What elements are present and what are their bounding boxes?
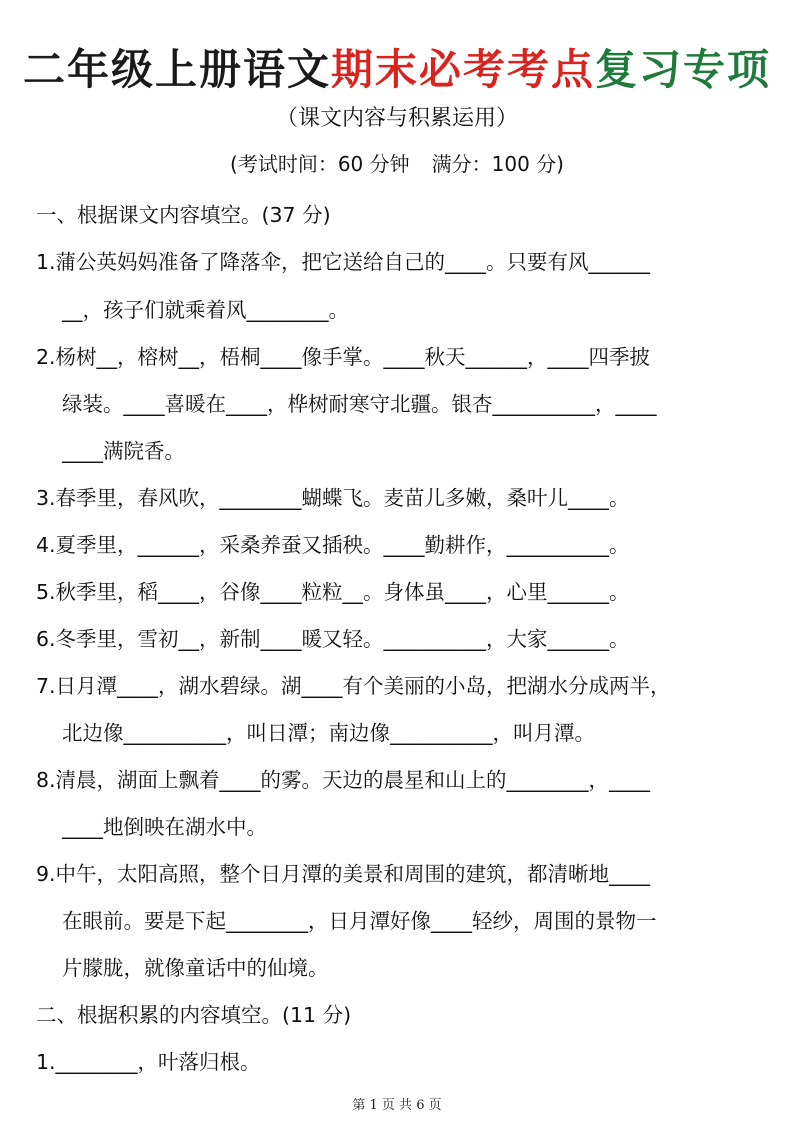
section-heading: 二、根据积累的内容填空。(11 分) bbox=[36, 1003, 352, 1027]
exam-score: 满分：100 分) bbox=[431, 152, 564, 176]
question-line: ____满院香。 bbox=[62, 439, 185, 463]
title-review: 复习专项 bbox=[595, 45, 772, 94]
question-line: 4.夏季里，______，采桑养蚕又插秧。____勤耕作，__________。 bbox=[36, 533, 630, 557]
question-line: 8.清晨，湖面上飘着____的雾。天边的晨星和山上的________，____ bbox=[36, 768, 651, 792]
question-line: 7.日月潭____，湖水碧绿。湖____有个美丽的小岛，把湖水分成两半， bbox=[36, 674, 671, 698]
question-line: 6.冬季里，雪初__，新制____暖又轻。__________，大家______。 bbox=[36, 627, 630, 651]
question-line: 绿装。____喜暖在____，桦树耐寒守北疆。银杏__________，____ bbox=[62, 392, 657, 416]
question-line: 1.________，叶落归根。 bbox=[36, 1050, 261, 1074]
question-line: ____地倒映在湖水中。 bbox=[62, 815, 267, 839]
title-grade: 二年级上册语文 bbox=[22, 45, 331, 94]
page-title bbox=[0, 42, 794, 98]
question-line: 2.杨树__，榕树__，梧桐____像手掌。____秋天______，____四季披 bbox=[36, 345, 651, 369]
exam-time: (考试时间：60 分钟 bbox=[230, 152, 410, 176]
page-footer: 第 1 页 共 6 页 bbox=[352, 1098, 442, 1113]
section-heading: 一、根据课文内容填空。(37 分) bbox=[36, 203, 331, 227]
question-line: 在眼前。要是下起________，日月潭好像____轻纱，周围的景物一 bbox=[62, 909, 657, 933]
question-line: 1.蒲公英妈妈准备了降落伞，把它送给自己的____。只要有风______ bbox=[36, 250, 651, 274]
title-focus: 期末必考考点 bbox=[330, 45, 595, 94]
page-subtitle: （课文内容与积累运用） bbox=[275, 106, 518, 131]
exam-time-info bbox=[0, 148, 794, 180]
question-line: 9.中午，太阳高照，整个日月潭的美景和周围的建筑，都清晰地____ bbox=[36, 862, 651, 886]
question-line: __，孩子们就乘着风________。 bbox=[62, 298, 349, 322]
question-line: 3.春季里，春风吹，________蝴蝶飞。麦苗儿多嫩，桑叶儿____。 bbox=[36, 486, 630, 510]
question-line: 北边像__________，叫日潭；南边像__________，叫月潭。 bbox=[62, 721, 595, 745]
question-line: 片朦胧，就像童话中的仙境。 bbox=[62, 956, 329, 980]
question-line: 5.秋季里，稻____，谷像____粒粒__。身体虽____，心里______。 bbox=[36, 580, 630, 604]
